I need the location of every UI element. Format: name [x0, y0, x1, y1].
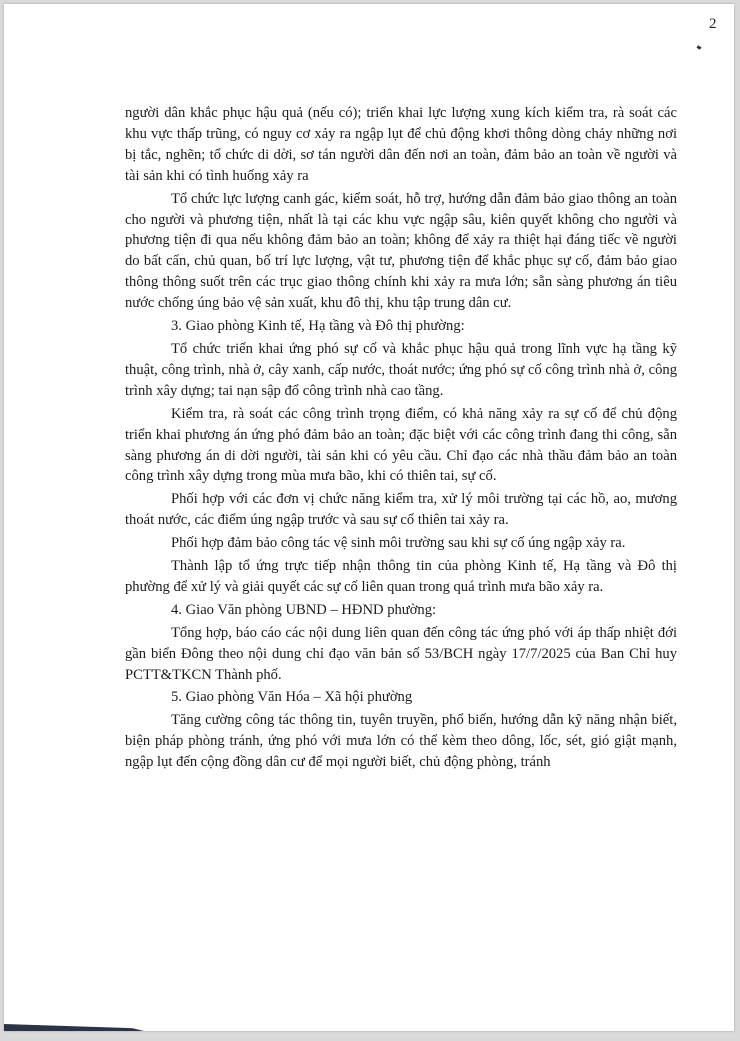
document-body [125, 103, 677, 773]
paragraph-infrastructure-response: Tổ chức triển khai ứng phó sự cố và khắc phục hậu quả trong lĩnh vực hạ tầng kỹ thuật, công trình, nhà ở, cây xanh, cấp nước, thoát nước; ứng phó sự cố công trình nhà ở, công trình xây dựng; tai nạn sập đổ công trình nhà cao tầng. [125, 340, 677, 399]
scan-edge-shadow [4, 1024, 144, 1031]
scan-mark [697, 45, 702, 50]
paragraph-reporting: Tổng hợp, báo cáo các nội dung liên quan đến công tác ứng phó với áp thấp nhiệt đới gần biển Đông theo nội dung chỉ đạo văn bản số 53/BCH ngày 17/7/2025 của Ban Chỉ huy PCTT&TKCN Thành phố. [125, 624, 677, 683]
paragraph-continuation: người dân khắc phục hậu quả (nếu có); triển khai lực lượng xung kích kiểm tra, rà soát các khu vực thấp trũng, có nguy cơ xảy ra ngập lụt để chủ động khơi thông dòng chảy những nơi bị tắc, nghẽn; tổ chức di dời, sơ tán người dân đến nơi an toàn, đảm bảo an toàn về người và tài sản khi có tình huống xảy ra [125, 105, 677, 184]
paragraph-environment-treatment: Phối hợp với các đơn vị chức năng kiểm tra, xử lý môi trường tại các hồ, ao, mương thoát nước, các điểm úng ngập trước và sau sự cố thiên tai xảy ra. [125, 491, 677, 529]
document-page [4, 4, 734, 1031]
section-heading-culture-society: 5. Giao phòng Văn Hóa – Xã hội phường [171, 689, 413, 706]
paragraph-communication: Tăng cường công tác thông tin, tuyên truyền, phổ biến, hướng dẫn kỹ năng nhận biết, biện pháp phòng tránh, ứng phó với mưa lớn có thể kèm theo dông, lốc, sét, gió giật mạnh, ngập lụt đến cộng đồng dân cư để mọi người biết, chủ động phòng, tránh [125, 712, 677, 771]
paragraph-sanitation: Phối hợp đảm bảo công tác vệ sinh môi trường sau khi sự cố úng ngập xảy ra. [171, 535, 626, 552]
paragraph-traffic-safety: Tổ chức lực lượng canh gác, kiểm soát, hỗ trợ, hướng dẫn đảm bảo giao thông an toàn cho người và phương tiện, nhất là tại các khu vực ngập sâu, kiên quyết không cho người và phương tiện đi qua nếu không đảm bảo an toàn; không để xảy ra thiệt hại đáng tiếc về người do bất cẩn, chủ quan, bố trí lực lượng, vật tư, phương tiện để khắc phục sự cố, đảm bảo giao thông thông suốt trên các trục giao thông chính khi xảy ra mưa lớn; sẵn sàng phương án tiêu nước chống úng bảo vệ sản xuất, khu đô thị, khu tập trung dân cư. [125, 190, 677, 312]
section-heading-economy-infrastructure: 3. Giao phòng Kinh tế, Hạ tầng và Đô thị phường: [171, 318, 465, 335]
paragraph-duty-team: Thành lập tổ ứng trực tiếp nhận thông tin của phòng Kinh tế, Hạ tầng và Đô thị phường để xử lý và giải quyết các sự cố liên quan trong quá trình mưa bão xảy ra. [125, 558, 677, 595]
paragraph-key-works-inspection: Kiểm tra, rà soát các công trình trọng điểm, có khả năng xảy ra sự cố để chủ động triển khai phương án ứng phó đảm bảo an toàn; đặc biệt với các công trình đang thi công, sẵn sàng phương án di dời người, tài sản khi có yêu cầu. Chỉ đạo các nhà thầu đảm bảo an toàn công trình xây dựng trong mùa mưa bão, khi có thiên tai, sự cố. [125, 405, 677, 485]
page-number: 2 [709, 16, 717, 32]
section-heading-office: 4. Giao Văn phòng UBND – HĐND phường: [171, 601, 437, 618]
